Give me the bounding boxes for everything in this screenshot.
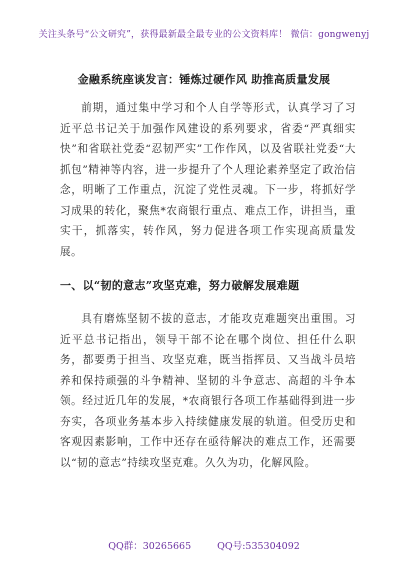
section-heading-1: 一、以“韧的意志”攻坚克难，努力破解发展难题 bbox=[60, 279, 300, 292]
footer-qq-number: QQ号:535304092 bbox=[217, 541, 300, 552]
document-title: 金融系统座谈发言：锤炼过硬作风 助推高质量发展 bbox=[77, 73, 331, 86]
paragraph-section-1: 具有磨炼坚韧不拔的意志，才能攻克难题突出重围。习近平总书记指出，领导干部不论在哪个岗位、担任什么职务，都要勇于担当、攻坚克难，既当指挥员、又当战斗员培养和保持顽强的斗争精神、坚韧的斗争意志、高超的斗争本领。经过近几年的发展，*农商银行各项工作基础得到进一步夯实，各项业务基本步入持续健康发展的轨道。但受历史和客观因素影响，工作中还存在亟待解决的难点工作，还需要以“韧的意志”持续攻坚克难。久久为功，化解风险。 bbox=[60, 313, 356, 469]
footer-qq-group: QQ群：30265665 bbox=[108, 541, 192, 552]
header-banner: 关注头条号“公文研究”，获得最新最全最专业的公文资料库！ 微信：gongwenyj bbox=[38, 30, 370, 40]
paragraph-intro: 前期，通过集中学习和个人自学等形式，认真学习了习近平总书记关于加强作风建设的系列要求，省委“严真细实快”和省联社党委“忍韧严实”工作作风，以及省联社党委“大抓包”精神等内容，进一步提升了个人理论素养坚定了政治信念，明晰了工作重点，沉淀了党性灵魂。下一步，将抓好学习成果的转化，聚焦*农商银行重点、难点工作，讲担当，重实干，抓落实，转作风，努力促进各项工作实现高质量发展。 bbox=[60, 102, 356, 258]
footer-contact bbox=[0, 538, 408, 552]
